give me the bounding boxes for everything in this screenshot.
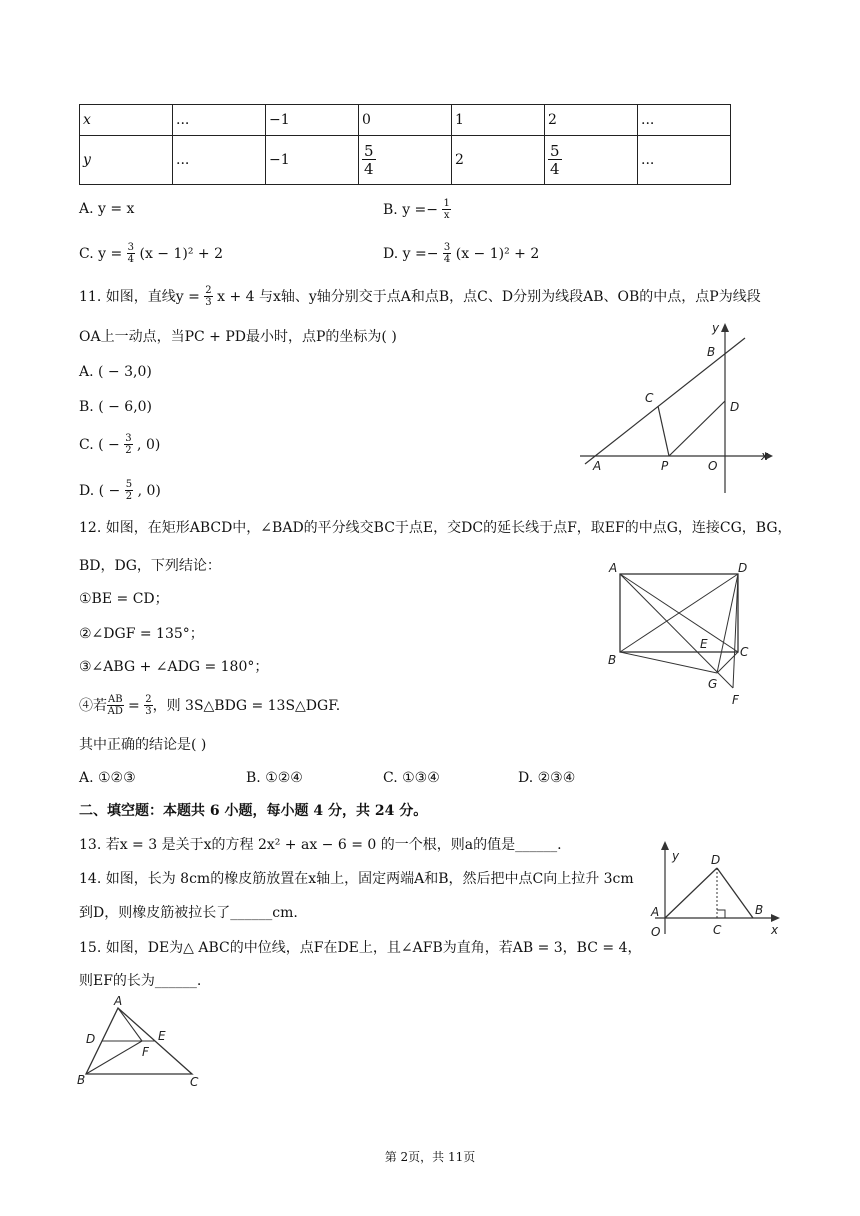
bisector-aef — [620, 574, 733, 688]
q12-conclusion-4 — [79, 695, 340, 717]
label-c: C — [713, 923, 722, 937]
xy-value-table — [79, 104, 731, 185]
q14-stem-line2: 到D，则橡皮筋被拉长了______cm. — [79, 905, 298, 921]
label-c: C — [645, 391, 654, 405]
label-b: B — [707, 345, 716, 359]
q11-option-c — [79, 434, 160, 456]
fraction: $\frac{AB}{AD}$ — [107, 694, 123, 717]
fraction: $\frac{1}{x}$ — [443, 198, 450, 221]
q15-triangle-figure — [76, 994, 216, 1089]
option-text: C. y = — [79, 246, 123, 262]
q12-stem-line2: BD，DG，下列结论： — [79, 558, 221, 574]
label-d: D — [730, 400, 740, 414]
page-footer: 第 2页，共 11页 — [384, 1150, 476, 1164]
q14-rubber-band-figure — [645, 838, 785, 940]
section-heading-fill-in: 二、填空题：本题共 6 小题，每小题 4 分，共 24 分。 — [79, 803, 428, 819]
q12-prompt: 其中正确的结论是( ) — [79, 737, 207, 753]
table-cell: 2 — [545, 105, 638, 136]
q12-stem-line1: 12. 如图，在矩形ABCD中，∠BAD的平分线交BC于点E，交DC的延长线于点F，取EF的中点G，连接CG，BG， — [79, 520, 792, 536]
segment-bg — [620, 652, 717, 673]
q12-option-d: D. ②③④ — [518, 770, 576, 786]
label-f: F — [732, 693, 739, 707]
conclusion-text: ④若 — [79, 698, 107, 714]
q12-option-c: C. ①③④ — [383, 770, 440, 786]
x-axis-arrow — [771, 914, 780, 922]
stem-text: x + 4 与x轴、y轴分别交于点A和点B，点C、D分别为线段AB、OB的中点，点P为线段 — [217, 289, 761, 305]
q12-option-a: A. ①②③ — [79, 770, 136, 786]
option-text: (x − 1)² + 2 — [139, 246, 223, 262]
q11-coordinate-figure — [575, 318, 775, 498]
table-cell: 2 — [452, 136, 545, 185]
label-b: B — [755, 903, 764, 917]
q10-option-d — [383, 243, 539, 265]
q10-option-c — [79, 243, 223, 265]
segment-df — [733, 574, 738, 688]
table-cell-fraction — [545, 136, 638, 185]
q12-conclusion-2: ②∠DGF = 135°； — [79, 626, 204, 642]
q13-stem: 13. 若x = 3 是关于x的方程 2x² + ax − 6 = 0 的一个根，则a的值是______. — [79, 837, 562, 853]
option-text: D. y =− — [383, 246, 439, 262]
q15-stem-line1: 15. 如图，DE为△ ABC的中位线，点F在DE上，且∠AFB为直角，若AB = 3，BC = 4， — [79, 940, 642, 956]
conclusion-text: ，则 3S△BDG = 13S△DGF. — [152, 698, 341, 714]
label-p: P — [661, 459, 669, 473]
segment-dg — [717, 574, 738, 673]
label-g: G — [708, 677, 718, 691]
label-b: B — [608, 653, 617, 667]
label-y: y — [712, 321, 720, 335]
segment-pd — [669, 401, 725, 456]
label-a: A — [593, 459, 602, 473]
q12-option-b: B. ①②④ — [246, 770, 303, 786]
fraction: $\frac{3}{4}$ — [127, 242, 135, 265]
fraction: $\frac{2}{3}$ — [145, 694, 152, 717]
option-text: B. y =− — [383, 202, 439, 218]
fraction: $\frac{5}{2}$ — [125, 479, 133, 502]
stem-text: 11. 如图，直线y = — [79, 289, 200, 305]
label-a: A — [651, 905, 660, 919]
label-x: x — [761, 449, 769, 463]
label-c: C — [740, 645, 749, 659]
table-cell: ... — [173, 105, 266, 136]
segment-ad — [665, 868, 717, 918]
segment-cg — [717, 652, 738, 673]
label-b: B — [77, 1073, 86, 1087]
label-e: E — [158, 1029, 166, 1043]
q10-option-b — [383, 199, 451, 221]
table-cell-fraction — [359, 136, 452, 185]
table-cell: −1 — [266, 105, 359, 136]
q11-option-d — [79, 480, 161, 502]
option-text: C. ( − — [79, 437, 120, 453]
label-a: A — [609, 561, 618, 575]
conclusion-text: = — [128, 698, 140, 714]
q12-conclusion-3: ③∠ABG + ∠ADG = 180°； — [79, 659, 269, 675]
option-text: , 0) — [137, 483, 161, 499]
label-x: x — [771, 923, 779, 937]
q10-option-a: A. y = x — [79, 201, 135, 217]
table-cell: −1 — [266, 136, 359, 185]
q14-stem-line1: 14. 如图，长为 8cm的橡皮筋放置在x轴上，固定两端A和B，然后把中点C向上拉升 3cm — [79, 871, 634, 887]
label-a: A — [114, 994, 123, 1008]
q11-option-a: A. ( − 3,0) — [79, 364, 152, 380]
right-angle-mark — [717, 910, 725, 918]
segment-af — [118, 1008, 142, 1041]
label-d: D — [738, 561, 748, 575]
label-d: D — [86, 1032, 96, 1046]
label-c: C — [190, 1075, 199, 1089]
table-cell: ... — [638, 105, 731, 136]
y-axis-arrow — [661, 841, 669, 850]
table-cell: x — [80, 105, 173, 136]
label-o: O — [651, 925, 661, 939]
label-o: O — [708, 459, 718, 473]
table-cell: 0 — [359, 105, 452, 136]
table-cell: y — [80, 136, 173, 185]
fraction: $\frac{3}{4}$ — [443, 242, 451, 265]
table-cell: ... — [173, 136, 266, 185]
q11-stem-line1 — [79, 286, 761, 308]
option-text: D. ( − — [79, 483, 121, 499]
label-y: y — [672, 849, 680, 863]
q15-stem-line2: 则EF的长为______. — [79, 973, 202, 989]
option-text: , 0) — [137, 437, 161, 453]
option-text: (x − 1)² + 2 — [455, 246, 540, 262]
fraction: $\frac{2}{3}$ — [205, 285, 212, 308]
label-f: F — [142, 1045, 149, 1059]
table-cell: ... — [638, 136, 731, 185]
segment-pc — [658, 406, 669, 456]
table-cell: 1 — [452, 105, 545, 136]
fraction: $\frac{3}{2}$ — [125, 433, 132, 456]
label-e: E — [700, 637, 708, 651]
fraction: $\frac{5}{4}$ — [550, 141, 560, 178]
fraction: $\frac{5}{4}$ — [364, 141, 374, 178]
q12-conclusion-1: ①BE = CD； — [79, 591, 169, 607]
label-d: D — [711, 853, 721, 867]
q12-rectangle-figure — [600, 556, 760, 711]
y-axis-arrow — [721, 323, 729, 332]
q11-stem-line2: OA上一动点，当PC + PD最小时，点P的坐标为( ) — [79, 329, 397, 345]
q11-option-b: B. ( − 6,0) — [79, 399, 153, 415]
line-ab — [585, 338, 745, 464]
